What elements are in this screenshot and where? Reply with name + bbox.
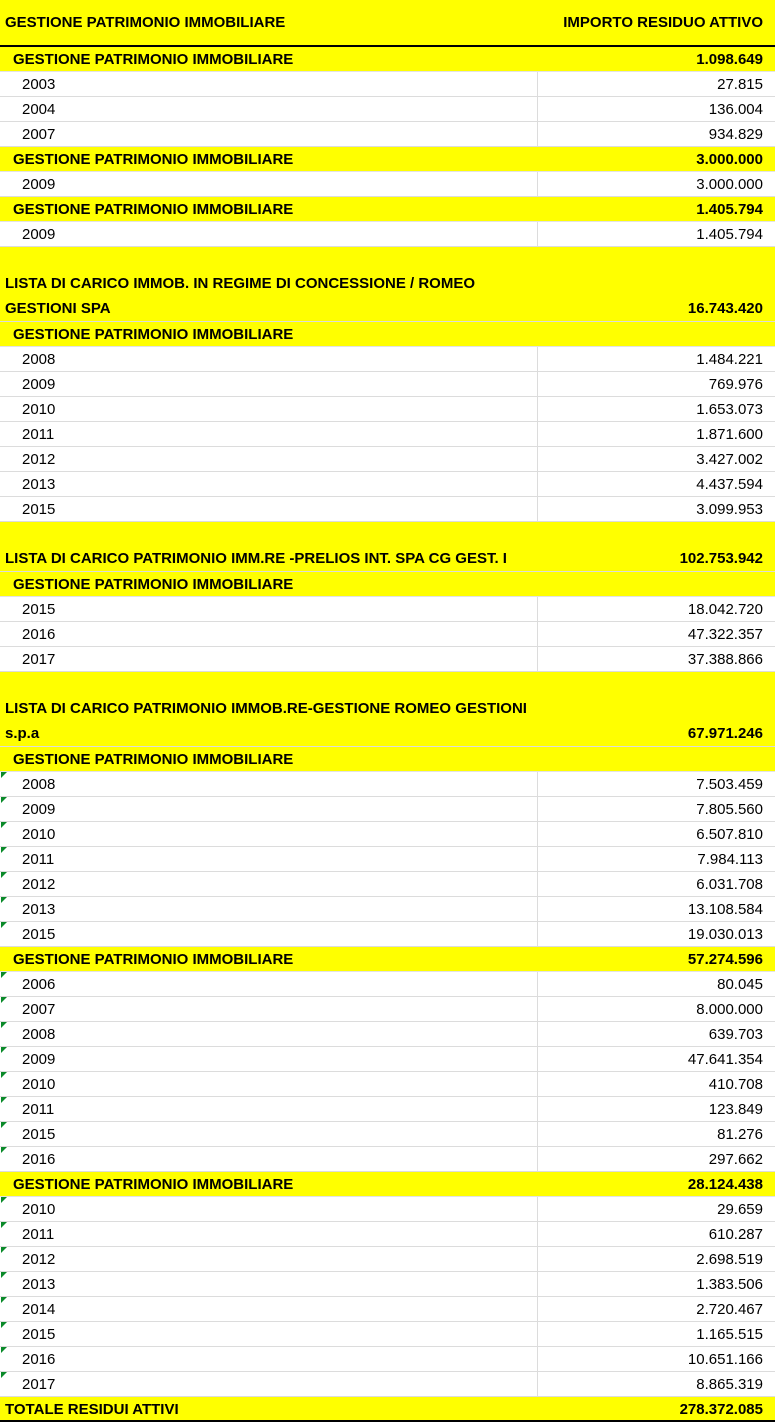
amount-cell[interactable]: 81.276 bbox=[717, 1126, 763, 1143]
year-cell[interactable]: 2009 bbox=[0, 172, 538, 196]
table-row bbox=[0, 372, 775, 397]
table-row bbox=[0, 922, 775, 947]
table-row bbox=[0, 397, 775, 422]
year-cell[interactable]: 2008 bbox=[0, 1022, 538, 1046]
amount-cell[interactable]: 3.000.000 bbox=[696, 176, 763, 193]
table-row bbox=[0, 847, 775, 872]
group-row bbox=[0, 47, 775, 72]
group-label: GESTIONE PATRIMONIO IMMOBILIARE bbox=[13, 326, 294, 343]
amount-cell[interactable]: 10.651.166 bbox=[687, 1351, 763, 1368]
group-row bbox=[0, 322, 775, 347]
table-row bbox=[0, 1072, 775, 1097]
error-indicator-icon bbox=[1, 1197, 7, 1203]
table-row bbox=[0, 422, 775, 447]
list-header-row bbox=[0, 247, 775, 322]
year-cell[interactable]: 2017 bbox=[0, 647, 538, 671]
group-amount: 1.405.794 bbox=[696, 201, 763, 218]
table-row bbox=[0, 97, 775, 122]
table-row bbox=[0, 1097, 775, 1122]
amount-cell[interactable]: 8.865.319 bbox=[696, 1376, 763, 1393]
table-row bbox=[0, 647, 775, 672]
error-indicator-icon bbox=[1, 772, 7, 778]
error-indicator-icon bbox=[1, 1322, 7, 1328]
amount-cell[interactable]: 934.829 bbox=[708, 126, 763, 143]
table-row bbox=[0, 597, 775, 622]
year-cell[interactable]: 2011 bbox=[0, 1222, 538, 1246]
amount-cell[interactable]: 47.641.354 bbox=[687, 1051, 763, 1068]
year-cell[interactable]: 2010 bbox=[0, 1197, 538, 1221]
table-row bbox=[0, 1272, 775, 1297]
error-indicator-icon bbox=[1, 1247, 7, 1253]
year-cell[interactable]: 2016 bbox=[0, 622, 538, 646]
amount-cell[interactable]: 8.000.000 bbox=[696, 1001, 763, 1018]
error-indicator-icon bbox=[1, 1047, 7, 1053]
amount-cell[interactable]: 123.849 bbox=[708, 1101, 763, 1118]
year-cell[interactable]: 2015 bbox=[0, 1122, 538, 1146]
amount-cell[interactable]: 1.653.073 bbox=[696, 401, 763, 418]
table-row bbox=[0, 1372, 775, 1397]
header-amount-label: IMPORTO RESIDUO ATTIVO bbox=[563, 14, 763, 31]
amount-cell[interactable]: 18.042.720 bbox=[687, 601, 763, 618]
list-amount: 16.743.420 bbox=[687, 300, 763, 317]
year-cell[interactable]: 2011 bbox=[0, 422, 538, 446]
error-indicator-icon bbox=[1, 1072, 7, 1078]
table-row bbox=[0, 222, 775, 247]
year-cell[interactable]: 2007 bbox=[0, 122, 538, 146]
amount-cell[interactable]: 410.708 bbox=[708, 1076, 763, 1093]
year-cell[interactable]: 2012 bbox=[0, 1247, 538, 1271]
table-row bbox=[0, 1322, 775, 1347]
amount-cell[interactable]: 3.427.002 bbox=[696, 451, 763, 468]
table-row bbox=[0, 1047, 775, 1072]
error-indicator-icon bbox=[1, 1097, 7, 1103]
list-label: LISTA DI CARICO IMMOB. IN REGIME DI CONCESSIONE / ROMEO GESTIONI SPA bbox=[5, 275, 476, 317]
amount-cell[interactable]: 13.108.584 bbox=[687, 901, 763, 918]
amount-cell[interactable]: 29.659 bbox=[717, 1201, 763, 1218]
error-indicator-icon bbox=[1, 1272, 7, 1278]
table-row bbox=[0, 1247, 775, 1272]
amount-cell[interactable]: 7.503.459 bbox=[696, 776, 763, 793]
table-row bbox=[0, 797, 775, 822]
amount-cell[interactable]: 7.805.560 bbox=[696, 801, 763, 818]
year-cell[interactable]: 2013 bbox=[0, 472, 538, 496]
table-header bbox=[0, 0, 775, 47]
table-row bbox=[0, 872, 775, 897]
year-cell[interactable]: 2012 bbox=[0, 872, 538, 896]
year-cell[interactable]: 2012 bbox=[0, 447, 538, 471]
year-cell[interactable]: 2010 bbox=[0, 822, 538, 846]
year-cell[interactable]: 2009 bbox=[0, 372, 538, 396]
amount-cell[interactable]: 2.698.519 bbox=[696, 1251, 763, 1268]
amount-cell[interactable]: 1.484.221 bbox=[696, 351, 763, 368]
amount-cell[interactable]: 37.388.866 bbox=[687, 651, 763, 668]
year-cell[interactable]: 2013 bbox=[0, 1272, 538, 1296]
group-amount: 3.000.000 bbox=[696, 151, 763, 168]
error-indicator-icon bbox=[1, 847, 7, 853]
total-row bbox=[0, 1397, 775, 1422]
amount-cell[interactable]: 610.287 bbox=[708, 1226, 763, 1243]
table-row bbox=[0, 122, 775, 147]
table-row bbox=[0, 1147, 775, 1172]
year-cell[interactable]: 2014 bbox=[0, 1297, 538, 1321]
year-cell[interactable]: 2008 bbox=[0, 347, 538, 371]
group-amount: 28.124.438 bbox=[687, 1176, 763, 1193]
group-amount bbox=[538, 747, 774, 771]
total-amount: 278.372.085 bbox=[679, 1401, 763, 1418]
year-cell[interactable]: 2015 bbox=[0, 597, 538, 621]
year-cell[interactable]: 2013 bbox=[0, 897, 538, 921]
table-body bbox=[0, 47, 775, 1397]
table-row bbox=[0, 772, 775, 797]
table-row bbox=[0, 72, 775, 97]
amount-cell[interactable]: 80.045 bbox=[717, 976, 763, 993]
amount-cell[interactable]: 1.165.515 bbox=[696, 1326, 763, 1343]
year-cell[interactable]: 2015 bbox=[0, 497, 538, 521]
amount-cell[interactable]: 3.099.953 bbox=[696, 501, 763, 518]
error-indicator-icon bbox=[1, 1147, 7, 1153]
group-row bbox=[0, 747, 775, 772]
amount-cell[interactable]: 1.871.600 bbox=[696, 426, 763, 443]
table-row bbox=[0, 447, 775, 472]
year-cell[interactable]: 2010 bbox=[0, 397, 538, 421]
year-cell[interactable]: 2016 bbox=[0, 1347, 538, 1371]
year-cell[interactable]: 2009 bbox=[0, 797, 538, 821]
amount-cell[interactable]: 27.815 bbox=[717, 76, 763, 93]
year-cell[interactable]: 2011 bbox=[0, 1097, 538, 1121]
amount-cell[interactable]: 769.976 bbox=[708, 376, 763, 393]
group-label: GESTIONE PATRIMONIO IMMOBILIARE bbox=[13, 201, 294, 218]
table-row bbox=[0, 1197, 775, 1222]
error-indicator-icon bbox=[1, 972, 7, 978]
amount-cell[interactable]: 19.030.013 bbox=[687, 926, 763, 943]
year-cell[interactable]: 2004 bbox=[0, 97, 538, 121]
table-row bbox=[0, 1297, 775, 1322]
year-cell[interactable]: 2009 bbox=[0, 1047, 538, 1071]
amount-cell[interactable]: 1.383.506 bbox=[696, 1276, 763, 1293]
amount-cell[interactable]: 6.507.810 bbox=[696, 826, 763, 843]
group-row bbox=[0, 197, 775, 222]
error-indicator-icon bbox=[1, 997, 7, 1003]
year-cell[interactable]: 2016 bbox=[0, 1147, 538, 1171]
year-cell[interactable]: 2015 bbox=[0, 1322, 538, 1346]
group-label: GESTIONE PATRIMONIO IMMOBILIARE bbox=[13, 51, 294, 68]
amount-cell[interactable]: 2.720.467 bbox=[696, 1301, 763, 1318]
group-amount: 57.274.596 bbox=[687, 951, 763, 968]
year-cell[interactable]: 2009 bbox=[0, 222, 538, 246]
total-label: TOTALE RESIDUI ATTIVI bbox=[5, 1401, 179, 1418]
table-row bbox=[0, 1222, 775, 1247]
table-row bbox=[0, 172, 775, 197]
list-amount: 67.971.246 bbox=[687, 725, 763, 742]
year-cell[interactable]: 2017 bbox=[0, 1372, 538, 1396]
table-row bbox=[0, 997, 775, 1022]
list-label: LISTA DI CARICO PATRIMONIO IMM.RE -PRELIOS INT. SPA CG GEST. I bbox=[5, 550, 507, 567]
error-indicator-icon bbox=[1, 897, 7, 903]
year-cell[interactable]: 2003 bbox=[0, 72, 538, 96]
amount-cell[interactable]: 1.405.794 bbox=[696, 226, 763, 243]
table-row bbox=[0, 1122, 775, 1147]
amount-cell[interactable]: 297.662 bbox=[708, 1151, 763, 1168]
year-cell[interactable]: 2010 bbox=[0, 1072, 538, 1096]
year-cell[interactable]: 2011 bbox=[0, 847, 538, 871]
error-indicator-icon bbox=[1, 1222, 7, 1228]
group-label: GESTIONE PATRIMONIO IMMOBILIARE bbox=[13, 151, 294, 168]
group-label: GESTIONE PATRIMONIO IMMOBILIARE bbox=[13, 576, 294, 593]
error-indicator-icon bbox=[1, 822, 7, 828]
table-row bbox=[0, 822, 775, 847]
error-indicator-icon bbox=[1, 1122, 7, 1128]
amount-cell[interactable]: 6.031.708 bbox=[696, 876, 763, 893]
amount-cell[interactable]: 47.322.357 bbox=[687, 626, 763, 643]
amount-cell[interactable]: 4.437.594 bbox=[696, 476, 763, 493]
table-row bbox=[0, 1022, 775, 1047]
group-row bbox=[0, 947, 775, 972]
table-row bbox=[0, 622, 775, 647]
list-header-row bbox=[0, 672, 775, 747]
list-amount: 102.753.942 bbox=[679, 550, 763, 567]
group-row bbox=[0, 147, 775, 172]
group-label: GESTIONE PATRIMONIO IMMOBILIARE bbox=[13, 1176, 294, 1193]
year-cell[interactable]: 2015 bbox=[0, 922, 538, 946]
error-indicator-icon bbox=[1, 1022, 7, 1028]
year-cell[interactable]: 2008 bbox=[0, 772, 538, 796]
error-indicator-icon bbox=[1, 1372, 7, 1378]
group-amount: 1.098.649 bbox=[696, 51, 763, 68]
error-indicator-icon bbox=[1, 1347, 7, 1353]
table-row bbox=[0, 347, 775, 372]
group-label: GESTIONE PATRIMONIO IMMOBILIARE bbox=[13, 951, 294, 968]
year-cell[interactable]: 2006 bbox=[0, 972, 538, 996]
table-row bbox=[0, 497, 775, 522]
error-indicator-icon bbox=[1, 1297, 7, 1303]
amount-cell[interactable]: 639.703 bbox=[708, 1026, 763, 1043]
table-row bbox=[0, 972, 775, 997]
year-cell[interactable]: 2007 bbox=[0, 997, 538, 1021]
table-row bbox=[0, 897, 775, 922]
amount-cell[interactable]: 7.984.113 bbox=[697, 851, 763, 868]
list-label: LISTA DI CARICO PATRIMONIO IMMOB.RE-GESTIONE ROMEO GESTIONI s.p.a bbox=[5, 700, 527, 742]
amount-cell[interactable]: 136.004 bbox=[708, 101, 763, 118]
group-amount bbox=[538, 322, 774, 346]
header-label: GESTIONE PATRIMONIO IMMOBILIARE bbox=[5, 14, 286, 31]
list-header-row bbox=[0, 522, 775, 572]
error-indicator-icon bbox=[1, 872, 7, 878]
group-label: GESTIONE PATRIMONIO IMMOBILIARE bbox=[13, 751, 294, 768]
table-row bbox=[0, 472, 775, 497]
group-row bbox=[0, 572, 775, 597]
table-row bbox=[0, 1347, 775, 1372]
error-indicator-icon bbox=[1, 797, 7, 803]
error-indicator-icon bbox=[1, 922, 7, 928]
group-row bbox=[0, 1172, 775, 1197]
group-amount bbox=[538, 572, 774, 596]
